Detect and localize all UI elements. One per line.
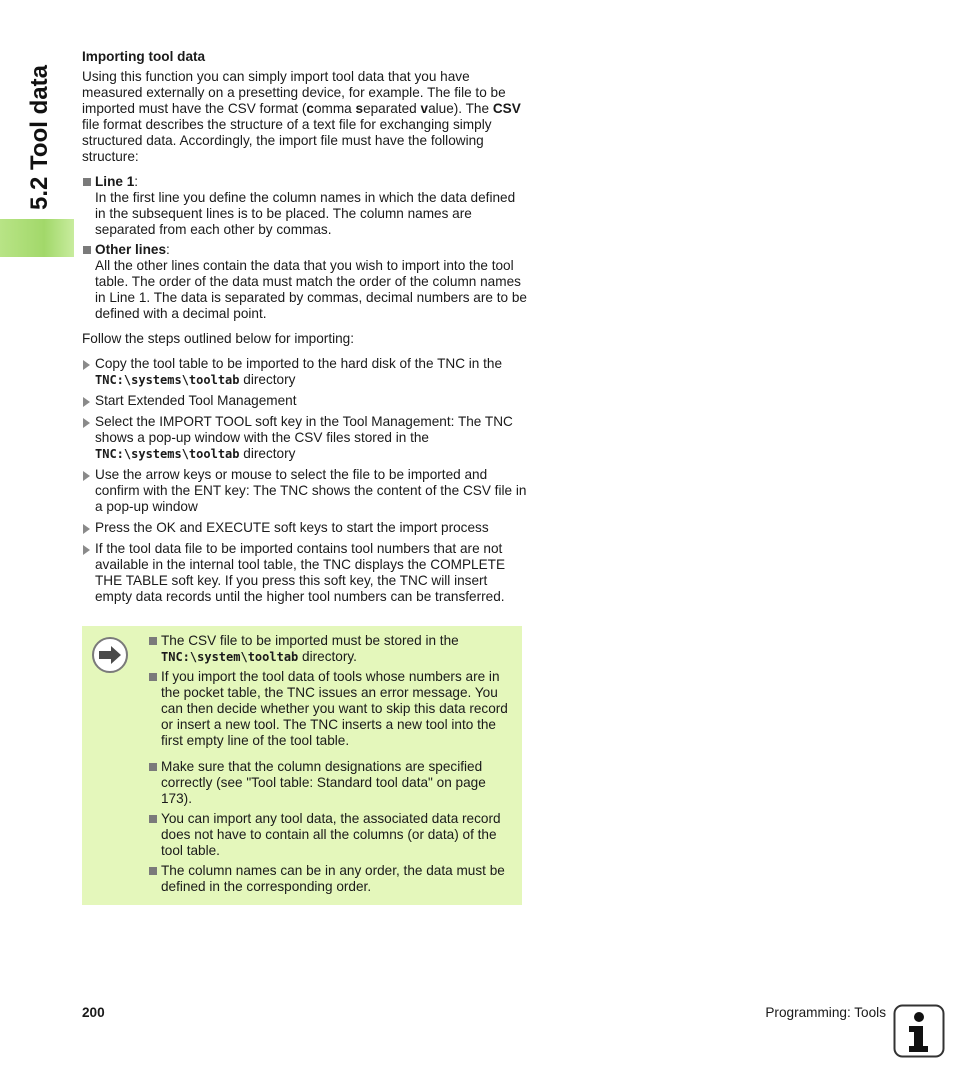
path-code: TNC:\system\tooltab — [161, 650, 299, 664]
step-item — [82, 541, 527, 605]
step-item — [82, 467, 527, 515]
text-run: Select the IMPORT TOOL soft key in the Tool Management: The TNC shows a pop-up window with the CSV files stored in the — [95, 414, 513, 445]
text-run: Using this function you can simply import tool data that you have measured externally on a presetting device, for example. The file to be imported must have the CSV format ( — [82, 69, 506, 116]
text-run: Press the OK and EXECUTE soft keys to start the import process — [95, 520, 489, 535]
step-item — [82, 520, 527, 536]
text-run: Make sure that the column designations are specified correctly (see "Tool table: Standard tool data" on page 173). — [161, 759, 486, 806]
step-item — [82, 393, 527, 409]
triangle-bullet-icon — [83, 524, 90, 534]
structure-item: Line 1: In the first line you define the column names in which the data defined in the subsequent lines is to be placed. The column names are separated from each other by commas. — [82, 174, 527, 238]
triangle-bullet-icon — [83, 360, 90, 370]
path-code: TNC:\systems\tooltab — [95, 447, 240, 461]
note-item — [148, 759, 512, 807]
text-run: Copy the tool table to be imported to the hard disk of the TNC in the — [95, 356, 503, 371]
path-code: TNC:\systems\tooltab — [95, 373, 240, 387]
square-bullet-icon — [149, 867, 157, 875]
square-bullet-icon — [149, 815, 157, 823]
text-run: alue). The — [428, 101, 493, 116]
step-item — [82, 414, 527, 462]
chapter-tab-marker — [0, 219, 74, 257]
arrow-note-icon — [91, 636, 129, 674]
text-run: omma — [313, 101, 356, 116]
text-run: directory — [239, 446, 296, 461]
text-run: file format describes the structure of a text file for exchanging simply structured data. Accordingly, the import file must have the following structure: — [82, 117, 492, 164]
text-run: The CSV file to be imported must be stored in the — [161, 633, 459, 648]
note-item — [148, 633, 512, 665]
text-run: You can import any tool data, the associated data record does not have to contain all the columns (or data) of the tool table. — [161, 811, 501, 858]
section-heading: Importing tool data — [82, 49, 206, 64]
note-item — [148, 811, 512, 859]
main-content — [82, 49, 527, 610]
text-run: directory. — [298, 649, 357, 664]
note-item — [148, 863, 512, 895]
structure-label: Line 1 — [95, 174, 135, 189]
square-bullet-icon — [149, 763, 157, 771]
structure-item: Other lines: All the other lines contain the data that you wish to import into the tool table. The order of the data must match the order of the column names in Line 1. The data is separated by commas, decimal numbers are to be defined with a decimal point. — [82, 242, 527, 322]
steps-list — [82, 356, 527, 605]
page-number: 200 — [82, 1005, 105, 1020]
triangle-bullet-icon — [83, 471, 90, 481]
bold-text: c — [306, 101, 314, 116]
chapter-side-title-text: 5.2 Tool data — [26, 65, 53, 210]
footer-chapter: Programming: Tools — [765, 1005, 886, 1020]
text-run: directory — [239, 372, 296, 387]
bold-text: v — [420, 101, 429, 116]
chapter-side-title — [24, 50, 60, 220]
info-icon — [893, 1004, 945, 1058]
triangle-bullet-icon — [83, 418, 90, 428]
triangle-bullet-icon — [83, 397, 90, 407]
text-run: Start Extended Tool Management — [95, 393, 297, 408]
bold-text: CSV — [492, 101, 521, 116]
text-run: If you import the tool data of tools whose numbers are in the pocket table, the TNC issues an error message. You can then decide whether you want to skip this data record or insert a new tool. The TNC inserts a new tool into the first empty line of the tool table. — [161, 669, 508, 748]
bold-text: s — [355, 101, 364, 116]
square-bullet-icon — [149, 673, 157, 681]
text-run: Use the arrow keys or mouse to select the file to be imported and confirm with the ENT key: The TNC shows the content of the CSV file in a pop-up window — [95, 467, 527, 514]
text-run: The column names can be in any order, the data must be defined in the corresponding order. — [161, 863, 505, 894]
text-run: eparated — [363, 101, 421, 116]
note-item — [148, 669, 512, 749]
steps-intro: Follow the steps outlined below for importing: — [82, 331, 355, 346]
intro-paragraph — [82, 69, 527, 165]
structure-text: In the first line you define the column names in which the data defined in the subsequent lines is to be placed. The column names are separated from each other by commas. — [95, 190, 516, 237]
square-bullet-icon — [149, 637, 157, 645]
step-item — [82, 356, 527, 388]
triangle-bullet-icon — [83, 545, 90, 555]
note-box — [82, 626, 522, 905]
structure-text: All the other lines contain the data that you wish to import into the tool table. The order of the data must match the order of the column names in Line 1. The data is separated by commas, decimal numbers are to be defined with a decimal point. — [95, 258, 527, 321]
note-list — [148, 633, 512, 899]
square-bullet-icon — [83, 178, 91, 186]
structure-label: Other lines — [95, 242, 167, 257]
square-bullet-icon — [83, 246, 91, 254]
text-run: If the tool data file to be imported contains tool numbers that are not available in the internal tool table, the TNC displays the COMPLETE THE TABLE soft key. If you press this soft key, the TNC will insert empty data records until the higher tool numbers can be transferred. — [95, 541, 506, 604]
